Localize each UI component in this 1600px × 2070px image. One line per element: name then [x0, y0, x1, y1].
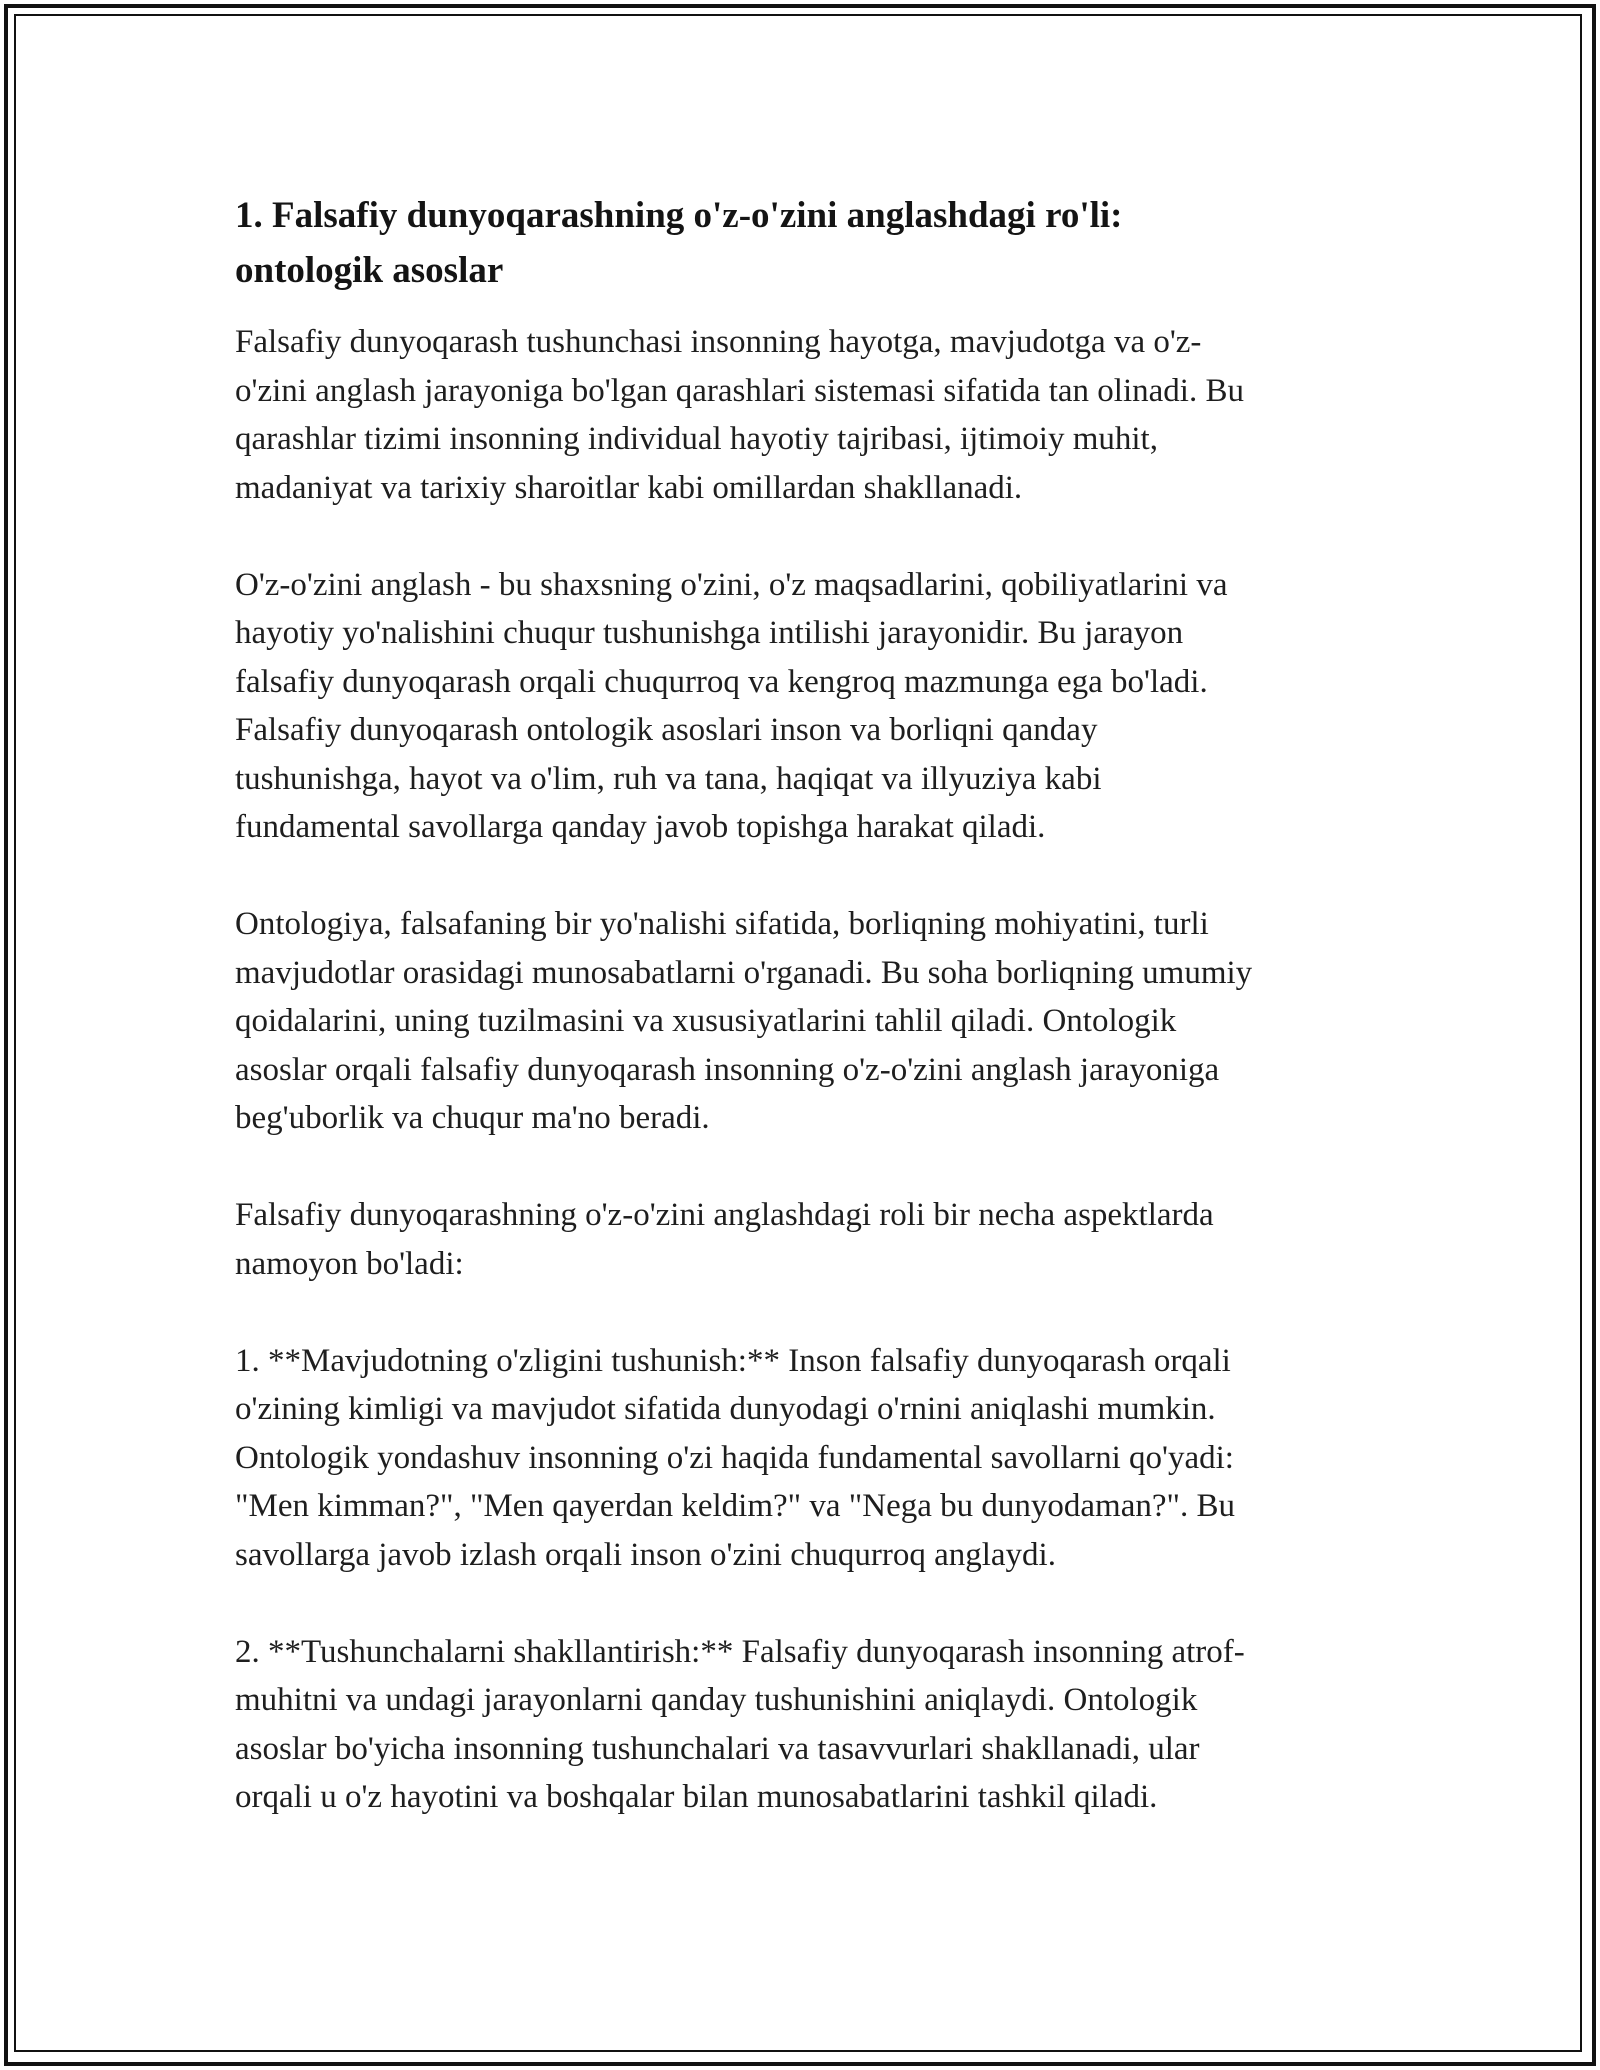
- text-line: o'zining kimligi va mavjudot sifatida dunyodagi o'rnini aniqlashi mumkin.: [235, 1391, 1216, 1427]
- text-line: muhitni va undagi jarayonlarni qanday tushunishini aniqlaydi. Ontologik: [235, 1682, 1198, 1718]
- paragraph-3: [235, 900, 1375, 1143]
- text-line: Falsafiy dunyoqarash ontologik asoslari inson va borliqni qanday: [235, 712, 1098, 748]
- text-line: mavjudotlar orasidagi munosabatlarni o'rganadi. Bu soha borliqning umumiy: [235, 954, 1253, 991]
- text-line: orqali u o'z hayotini va boshqalar bilan munosabatlarini tashkil qiladi.: [235, 1779, 1158, 1815]
- text-line: namoyon bo'ladi:: [235, 1245, 464, 1282]
- text-line: qoidalarini, uning tuzilmasini va xususiyatlarini tahlil qiladi. Ontologik: [235, 1003, 1177, 1039]
- heading-line-2: ontologik asoslar: [235, 250, 504, 291]
- text-line: Ontologiya, falsafaning bir yo'nalishi sifatida, borliqning mohiyatini, turli: [235, 906, 1209, 942]
- document-body: [235, 188, 1375, 1822]
- text-line: falsafiy dunyoqarash orqali chuqurroq va kengroq mazmunga ega bo'ladi.: [235, 663, 1208, 700]
- heading-line-1: 1. Falsafiy dunyoqarashning o'z-o'zini anglashdagi ro'li:: [235, 195, 1123, 236]
- text-line: asoslar bo'yicha insonning tushunchalari va tasavvurlari shakllanadi, ular: [235, 1730, 1200, 1767]
- text-line: 1. **Mavjudotning o'zligini tushunish:** Inson falsafiy dunyoqarash orqali: [235, 1342, 1231, 1379]
- text-line: fundamental savollarga qanday javob topishga harakat qiladi.: [235, 809, 1046, 845]
- text-line: Ontologik yondashuv insonning o'zi haqida fundamental savollarni qo'yadi:: [235, 1439, 1234, 1476]
- paragraph-1: [235, 318, 1375, 512]
- paragraph-4: [235, 1191, 1375, 1288]
- text-line: beg'uborlik va chuqur ma'no beradi.: [235, 1100, 710, 1136]
- text-line: qarashlar tizimi insonning individual hayotiy tajribasi, ijtimoiy muhit,: [235, 421, 1158, 457]
- text-line: hayotiy yo'nalishini chuqur tushunishga intilishi jarayonidir. Bu jarayon: [235, 615, 1184, 651]
- text-line: 2. **Tushunchalarni shakllantirish:** Falsafiy dunyoqarash insonning atrof-: [235, 1633, 1245, 1670]
- section-heading: [235, 188, 1375, 298]
- text-line: "Men kimman?", "Men qayerdan keldim?" va "Nega bu dunyodaman?". Bu: [235, 1488, 1235, 1524]
- text-line: O'z-o'zini anglash - bu shaxsning o'zini, o'z maqsadlarini, qobiliyatlarini va: [235, 566, 1228, 603]
- text-line: asoslar orqali falsafiy dunyoqarash insonning o'z-o'zini anglash jarayoniga: [235, 1051, 1220, 1088]
- list-item-1: [235, 1337, 1375, 1580]
- text-line: Falsafiy dunyoqarash tushunchasi insonning hayotga, mavjudotga va o'z-: [235, 324, 1202, 360]
- text-line: madaniyat va tarixiy sharoitlar kabi omillardan shakllanadi.: [235, 469, 1023, 506]
- text-line: o'zini anglash jarayoniga bo'lgan qarashlari sistemasi sifatida tan olinadi. Bu: [235, 372, 1244, 409]
- text-line: Falsafiy dunyoqarashning o'z-o'zini anglashdagi roli bir necha aspektlarda: [235, 1197, 1214, 1233]
- paragraph-2: [235, 561, 1375, 852]
- text-line: savollarga javob izlash orqali inson o'zini chuqurroq anglaydi.: [235, 1536, 1056, 1573]
- list-item-2: [235, 1628, 1375, 1822]
- text-line: tushunishga, hayot va o'lim, ruh va tana, haqiqat va illyuziya kabi: [235, 760, 1102, 797]
